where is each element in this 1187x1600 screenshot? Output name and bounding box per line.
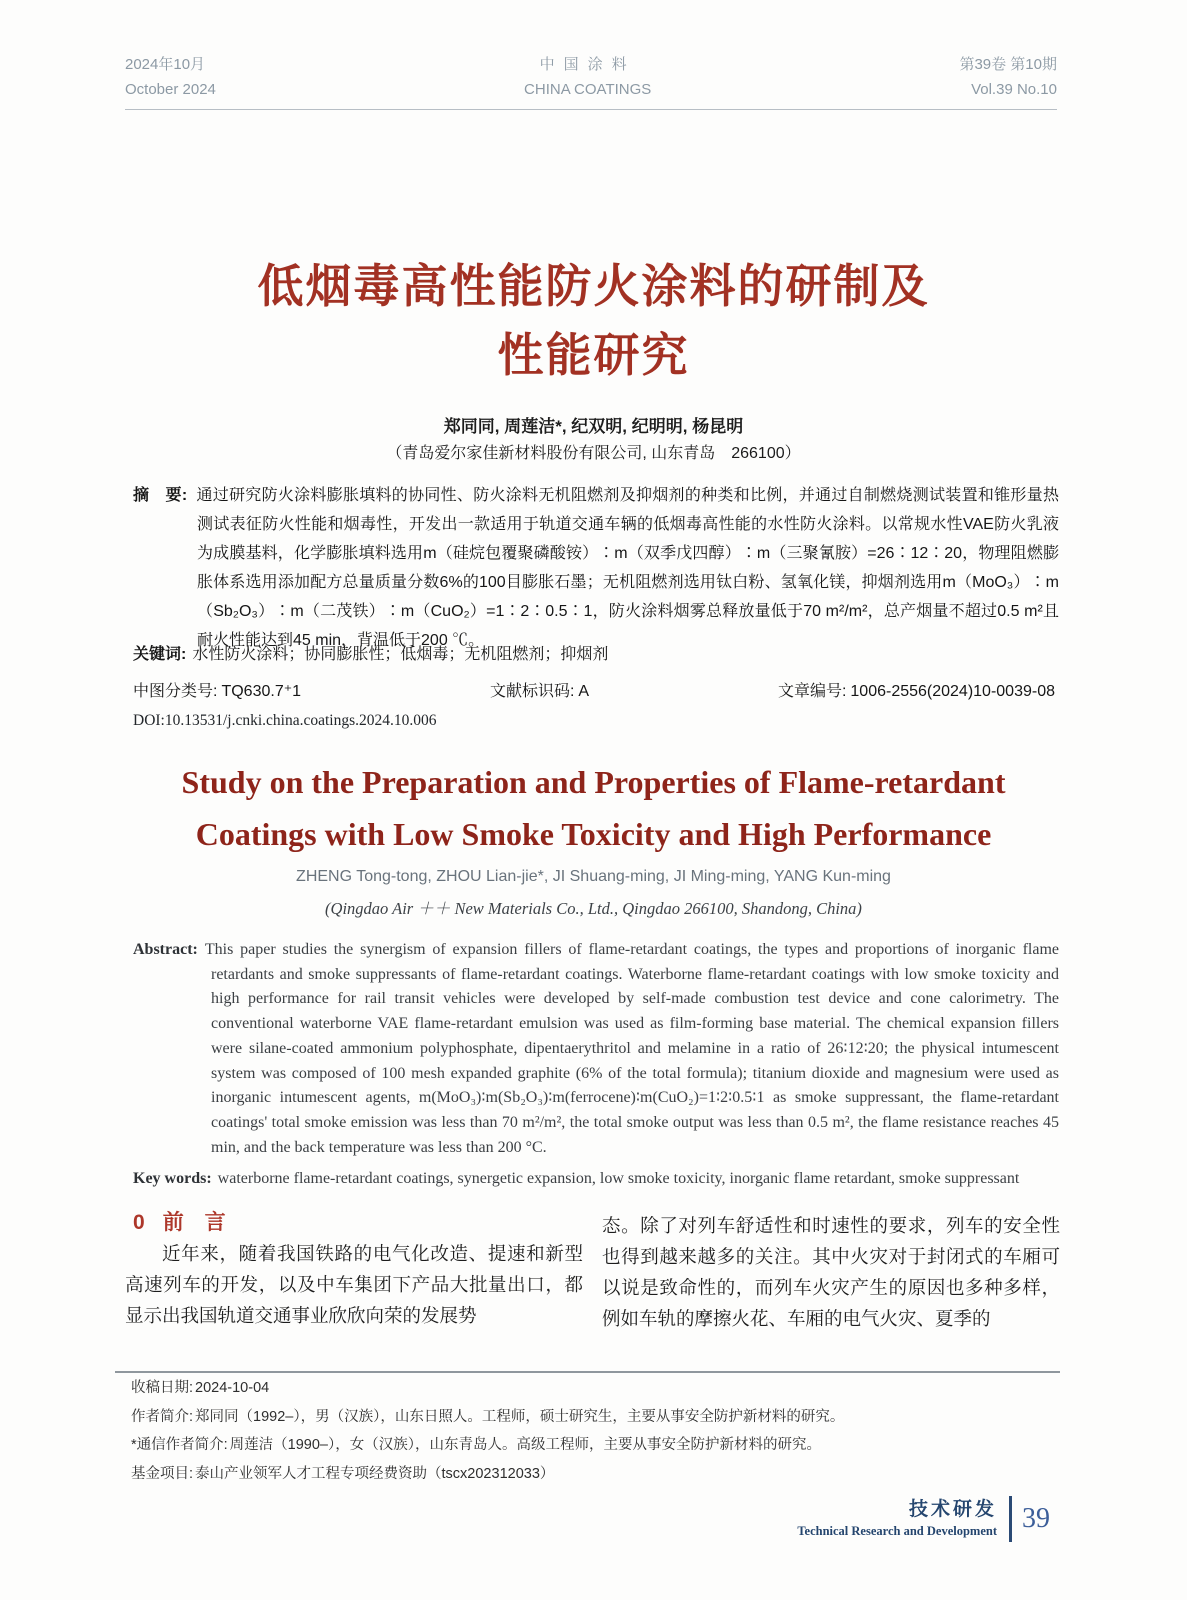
footnote-author-bio — [131, 1403, 1061, 1432]
classification-row — [133, 678, 1055, 701]
clc-label: 中图分类号: — [133, 683, 218, 700]
footnote-corresponding-label: *通信作者简介: — [131, 1437, 228, 1453]
header-date-cn: 2024年10月 — [125, 56, 206, 73]
article-title-cn-line1: 低烟毒高性能防火涂料的研制及 — [257, 260, 930, 312]
keywords-cn-label: 关键词: — [133, 646, 187, 663]
abstract-cn-label: 摘 要: — [133, 487, 188, 504]
footnote-corresponding-author — [131, 1431, 1061, 1460]
footer-category — [797, 1498, 997, 1540]
header-issue-cn: 第39卷 第10期 — [959, 56, 1057, 73]
body-column-right — [602, 1212, 1060, 1336]
running-header — [125, 52, 1057, 102]
abstract-cn — [133, 481, 1059, 655]
authors-cn: 郑同同, 周莲洁*, 纪双明, 纪明明, 杨昆明 — [443, 417, 744, 436]
keywords-en — [133, 1170, 1059, 1188]
abstract-cn-text: 通过研究防火涂料膨胀填料的协同性、防火涂料无机阻燃剂及抑烟剂的种类和比例，并通过自制燃烧测试装置和锥形量热测试表征防火性能和烟毒性，开发出一款适用于轨道交通车辆的低烟毒高性能的水性防火涂料。以常规水性VAE防火乳液为成膜基料，化学膨胀填料选用m（硅烷包覆聚磷酸铵）∶m（双季戊四醇）∶m（三聚氰胺）=26∶12∶20，物理阻燃膨胀体系选用添加配方总量质量分数6%的100目膨胀石墨；无机阻燃剂选用钛白粉、氢氧化镁，抑烟剂选用m（MoO₃）∶m（Sb₂O₃）∶m（二茂铁）∶m（CuO₂）=1∶2∶0.5∶1，防火涂料烟雾总释放量低于70 m²/m²，总产烟量不超过0.5 m²且耐火性能达到45 min，背温低于200 ℃。 — [196, 487, 1059, 649]
footnote-received-label: 收稿日期: — [131, 1380, 194, 1396]
article-id-value: 1006-2556(2024)10-0039-08 — [850, 683, 1055, 700]
header-divider — [125, 109, 1057, 110]
document-code-label: 文献标识码: — [489, 683, 575, 700]
footnote-funding-text: 泰山产业领军人才工程专项经费资助（tscx202312033） — [195, 1465, 555, 1482]
footnote-author-text: 郑同同（1992–），男（汉族），山东日照人。工程师，硕士研究生，主要从事安全防护新材料的研究。 — [195, 1408, 845, 1425]
header-date — [125, 52, 216, 102]
body-column-left — [125, 1240, 583, 1333]
footnote-funding — [131, 1460, 1061, 1489]
footnote-received-text: 2024-10-04 — [195, 1380, 270, 1396]
article-id — [778, 678, 1055, 701]
page-number: 39 — [1022, 1503, 1050, 1534]
header-date-en: October 2024 — [125, 81, 216, 98]
header-journal — [524, 52, 651, 102]
keywords-cn-text: 水性防火涂料；协同膨胀性；低烟毒；无机阻燃剂；抑烟剂 — [192, 646, 609, 663]
section-heading-0 — [133, 1206, 226, 1236]
body-paragraph-right: 态。除了对列车舒适性和时速性的要求，列车的安全性也得到越来越多的关注。其中火灾对于封闭式的车厢可以说是致命性的，而列车火灾产生的原因也多种多样，例如车轨的摩擦火花、车厢的电气火灾、夏季的 — [602, 1217, 1060, 1330]
footnote-block — [131, 1374, 1061, 1488]
header-issue — [959, 52, 1057, 102]
article-title-en — [0, 756, 1187, 860]
footnote-funding-label: 基金项目: — [131, 1465, 194, 1482]
footnote-received-date — [131, 1374, 1061, 1403]
keywords-en-text: waterborne flame-retardant coatings, synergetic expansion, low smoke toxicity, inorganic flame retardant, smoke suppressant — [217, 1170, 1020, 1187]
section-number: 0 — [133, 1211, 145, 1234]
footnote-corresponding-text: 周莲洁（1990–），女（汉族），山东青岛人。高级工程师，主要从事安全防护新材料的研究。 — [229, 1437, 821, 1453]
article-id-label: 文章编号: — [777, 683, 847, 700]
article-title-en-line2: Coatings with Low Smoke Toxicity and High Performance — [195, 816, 992, 852]
footer-divider-bar — [1009, 1496, 1012, 1542]
header-journal-en: CHINA COATINGS — [524, 81, 652, 98]
article-title-cn-line2: 性能研究 — [497, 329, 690, 381]
article-title-cn — [0, 252, 1187, 390]
document-code-value: A — [578, 683, 590, 700]
body-paragraph-left: 近年来，随着我国铁路的电气化改造、提速和新型高速列车的开发，以及中车集团下产品大批量出口，都显示出我国轨道交通事业欣欣向荣的发展势 — [125, 1245, 583, 1327]
doi: DOI:10.13531/j.cnki.china.coatings.2024.10.006 — [133, 712, 437, 729]
keywords-cn — [133, 641, 1059, 664]
footnote-divider — [115, 1371, 1060, 1373]
abstract-en — [133, 938, 1059, 1160]
affiliation-cn: （青岛爱尔家佳新材料股份有限公司, 山东青岛 266100） — [386, 445, 801, 462]
header-issue-en: Vol.39 No.10 — [971, 81, 1057, 98]
article-title-en-line1: Study on the Preparation and Properties of Flame-retardant — [181, 764, 1006, 800]
document-code — [490, 678, 589, 701]
clc-value: TQ630.7⁺1 — [221, 683, 302, 700]
affiliation-en: (Qingdao Air ＋＋ New Materials Co., Ltd., Qingdao 266100, Shandong, China) — [325, 899, 862, 918]
footer-category-en: Technical Research and Development — [797, 1524, 997, 1538]
section-title: 前 言 — [162, 1211, 226, 1234]
authors-en: ZHENG Tong-tong, ZHOU Lian-jie*, JI Shuang-ming, JI Ming-ming, YANG Kun-ming — [296, 868, 891, 885]
footnote-author-label: 作者简介: — [131, 1408, 194, 1425]
abstract-en-label: Abstract: — [133, 941, 198, 958]
header-journal-cn: 中国涂料 — [539, 56, 636, 73]
abstract-en-text: This paper studies the synergism of expansion fillers of flame-retardant coatings, the types and proportions of inorganic flame retardants and smoke suppressants of flame-retardant coatings. Waterborne flame-retardant coatings with low smoke toxicity and high performance for rail transit vehicles were developed by self-made combustion test device and cone calorimetry. The conventional waterborne VAE flame-retardant emulsion was used as film-forming base material. The chemical expansion fillers were silane-coated ammonium polyphosphate, dipentaerythritol and melamine in a ratio of 26∶12∶20; the physical intumescent system was composed of 100 mesh expanded graphite (6% of the total formula); titanium dioxide and magnesium were used as inorganic intumescent agents, m(MoO₃)∶m(Sb₂O₃)∶m(ferrocene)∶m(CuO₂)=1∶2∶0.5∶1 as smoke suppressant, the flame-retardant coatings' total smoke emission was less than 70 m²/m², the total smoke output was less than 0.5 m², the flame resistance reaches 45 min, and the back temperature was less than 200 °C. — [204, 941, 1059, 1156]
keywords-en-label: Key words: — [133, 1170, 212, 1187]
clc-number — [133, 678, 301, 701]
page-footer — [797, 1496, 1050, 1542]
footer-category-cn: 技术研发 — [908, 1499, 997, 1520]
